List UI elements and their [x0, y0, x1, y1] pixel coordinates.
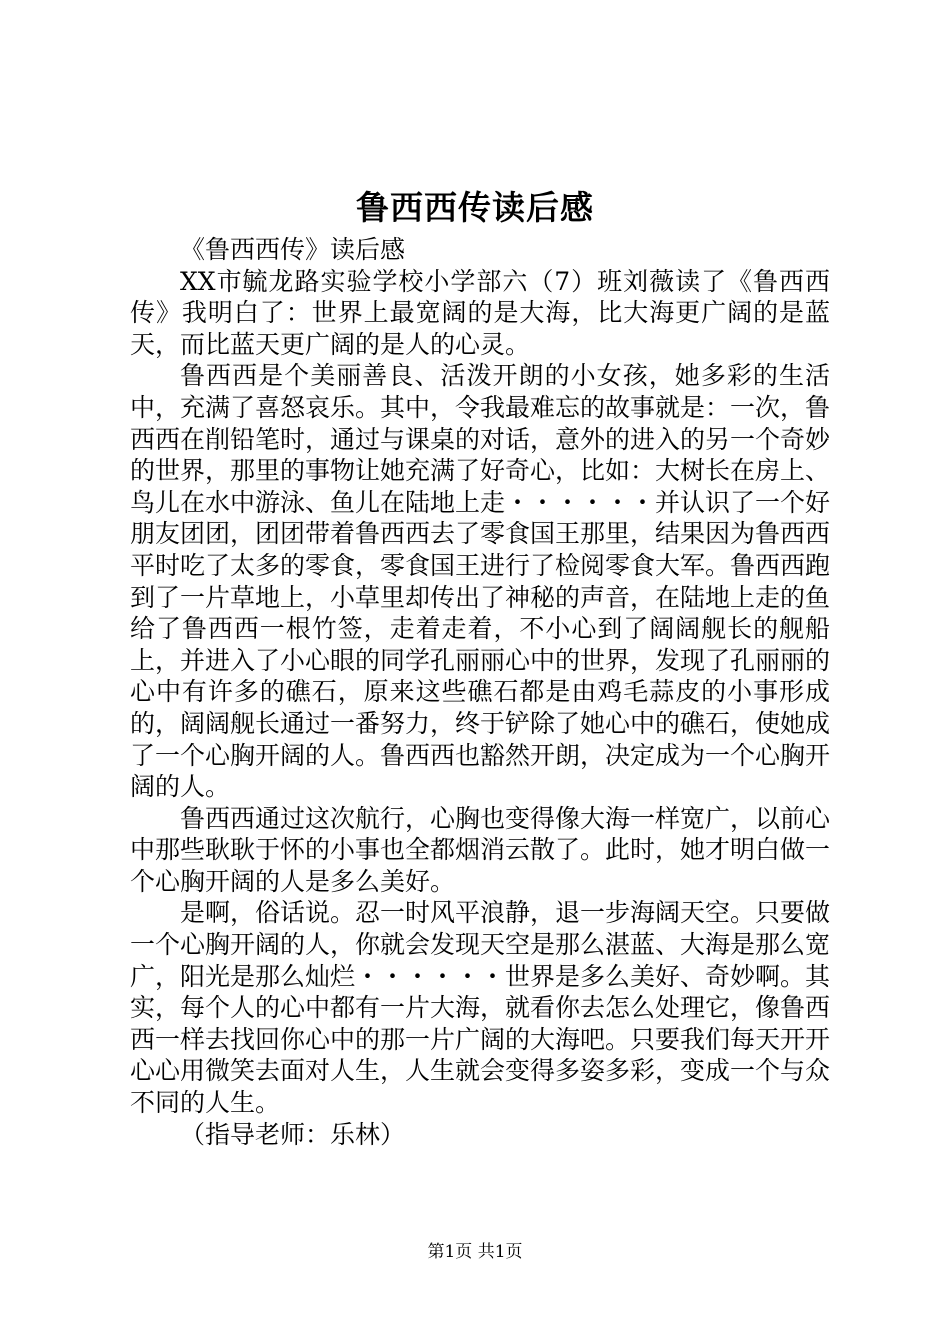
- body-paragraph: 鲁西西通过这次航行，心胸也变得像大海一样宽广，以前心中那些耿耿于怀的小事也全都烟消云散了。此时，她才明白做一个心胸开阔的人是多么美好。: [130, 803, 831, 896]
- body-paragraph: XX市毓龙路实验学校小学部六（7）班刘薇读了《鲁西西传》我明白了：世界上最宽阔的是大海，比大海更广阔的是蓝天，而比蓝天更广阔的是人的心灵。: [130, 266, 830, 359]
- document-title: 鲁西西传读后感: [356, 188, 594, 227]
- teacher-note: （指导老师：乐林）: [180, 1119, 406, 1149]
- body-paragraph: 鲁西西是个美丽善良、活泼开朗的小女孩，她多彩的生活中，充满了喜怒哀乐。其中，令我最难忘的故事就是：一次，鲁西西在削铅笔时，通过与课桌的对话，意外的进入的另一个奇妙的世界，那里的事物让她充满了好奇心，比如：大树长在房上、鸟儿在水中游泳、鱼儿在陆地上走・・・・・・并认识了一个好朋友团团，团团带着鲁西西去了零食国王那里，结果因为鲁西西平时吃了太多的零食，零食国王进行了检阅零食大军。鲁西西跑到了一片草地上，小草里却传出了神秘的声音，在陆地上走的鱼给了鲁西西一根竹签，走着走着，不小心到了阔阔舰长的舰船上，并进入了小心眼的同学孔丽丽心中的世界，发现了孔丽丽的心中有许多的礁石，原来这些礁石都是由鸡毛蒜皮的小事形成的，阔阔舰长通过一番努力，终于铲除了她心中的礁石，使她成了一个心胸开阔的人。鲁西西也豁然开朗，决定成为一个心胸开阔的人。: [130, 361, 831, 802]
- page-footer: 第1页 共1页: [427, 1242, 523, 1262]
- document-body: [130, 234, 830, 1150]
- subtitle-paragraph: 《鲁西西传》读后感: [180, 235, 406, 264]
- body-paragraph: 是啊，俗话说。忍一时风平浪静，退一步海阔天空。只要做一个心胸开阔的人，你就会发现天空是那么湛蓝、大海是那么宽广，阳光是那么灿烂・・・・・・世界是多么美好、奇妙啊。其实，每个人的心中都有一片大海，就看你去怎么处理它，像鲁西西一样去找回你心中的那一片广阔的大海吧。只要我们每天开开心心用微笑去面对人生，人生就会变得多姿多彩，变成一个与众不同的人生。: [130, 898, 831, 1118]
